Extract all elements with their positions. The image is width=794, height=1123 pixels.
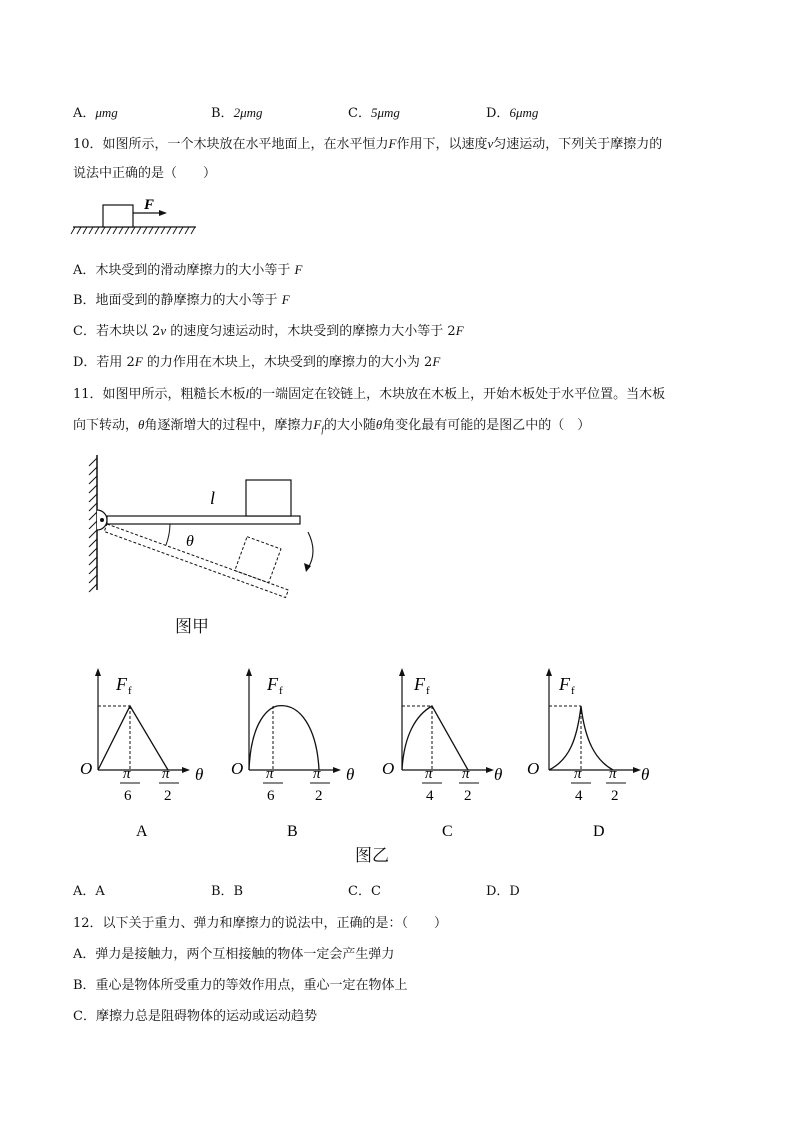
svg-text:θ: θ (494, 765, 503, 784)
block (103, 205, 133, 227)
svg-text:π: π (609, 766, 617, 782)
svg-text:π: π (574, 766, 582, 782)
q12-option-a: A．弹力是接触力，两个互相接触的物体一定会产生弹力 (73, 947, 395, 962)
q9-option-b: B．2μmg (211, 105, 263, 121)
svg-text:π: π (425, 766, 433, 782)
board-label: l (210, 488, 216, 508)
svg-text:π: π (266, 766, 274, 782)
svg-text:A: A (136, 823, 148, 840)
q12-stem: 12．以下关于重力、弹力和摩擦力的说法中，正确的是：（ ） (73, 916, 448, 931)
svg-text:O: O (527, 759, 540, 778)
q11-stem-line2: 向下转动，θ角逐渐增大的过程中，摩擦力$F_f$的大小随θ角变化最有可能的是图乙中的（ ） (73, 417, 591, 435)
svg-text:π: π (162, 766, 170, 782)
q10-option-d: D．若用 2F 的力作用在木块上，木块受到的摩擦力的大小为 2F (73, 354, 441, 370)
svg-text:π: π (313, 766, 321, 782)
svg-text:O: O (382, 759, 395, 778)
svg-text:f: f (426, 685, 430, 697)
graph-c (382, 668, 502, 840)
q10-figure (70, 195, 200, 240)
svg-text:F: F (116, 674, 127, 694)
q9-option-c: C．5μmg (348, 105, 400, 121)
wood-block (246, 480, 291, 516)
svg-text:f: f (128, 685, 132, 697)
svg-text:2: 2 (164, 788, 172, 804)
curve-a (98, 706, 168, 770)
svg-text:O: O (80, 759, 93, 778)
svg-text:6: 6 (124, 788, 132, 804)
svg-text:6: 6 (267, 788, 275, 804)
svg-text:π: π (462, 766, 470, 782)
q10-option-a: A．木块受到的滑动摩擦力的大小等于 F (73, 262, 303, 278)
svg-text:θ: θ (195, 765, 204, 784)
svg-text:O: O (231, 759, 244, 778)
q10-option-c: C．若木块以 2v 的速度匀速运动时，木块受到的摩擦力大小等于 2F (73, 323, 464, 339)
svg-text:θ: θ (346, 765, 355, 784)
board (107, 516, 300, 524)
fig-jia-caption: 图甲 (175, 617, 209, 637)
svg-text:D: D (593, 823, 605, 840)
svg-text:F: F (414, 674, 425, 694)
svg-text:C: C (442, 823, 453, 840)
q11-option-d: D．D (486, 884, 520, 899)
q10-stem-line1: 10．如图所示，一个木块放在水平地面上，在水平恒力F作用下，以速度v匀速运动，下列关于摩擦力的 (73, 136, 663, 152)
svg-text:f: f (279, 685, 283, 697)
svg-text:f: f (571, 685, 575, 697)
q11-option-a: A．A (73, 884, 105, 899)
graph-a (80, 668, 203, 840)
q12-option-c: C．摩擦力总是阻碍物体的运动或运动趋势 (73, 1009, 317, 1024)
svg-text:F: F (267, 674, 278, 694)
q9-option-a: A．μmg (73, 105, 118, 121)
q9-option-d: D．6μmg (486, 105, 539, 121)
svg-text:θ: θ (641, 765, 650, 784)
curve-c (402, 706, 468, 770)
q11-stem-line1: 11．如图甲所示，粗糙长木板l的一端固定在铰链上，木块放在木板上，开始木板处于水平位置。当木板 (73, 386, 666, 402)
angle-label: θ (186, 533, 194, 550)
fig-yi-caption: 图乙 (355, 846, 389, 866)
curve-b (249, 706, 319, 770)
svg-text:B: B (287, 823, 298, 840)
q10-option-b: B．地面受到的静摩擦力的大小等于 F (73, 292, 290, 308)
svg-text:4: 4 (426, 788, 434, 804)
q10-stem-line2: 说法中正确的是（ ） (73, 166, 217, 181)
svg-text:2: 2 (611, 788, 619, 804)
svg-text:F: F (559, 674, 570, 694)
q12-option-b: B．重心是物体所受重力的等效作用点，重心一定在物体上 (73, 978, 408, 993)
svg-text:2: 2 (464, 788, 472, 804)
force-label: F (144, 197, 155, 213)
svg-text:4: 4 (575, 788, 583, 804)
q11-option-c: C．C (348, 884, 381, 899)
q11-figure-yi (0, 660, 794, 880)
graph-d (527, 668, 649, 840)
svg-text:π: π (123, 766, 131, 782)
svg-text:2: 2 (315, 788, 323, 804)
graph-b (231, 668, 354, 840)
q11-option-b: B．B (211, 884, 244, 899)
